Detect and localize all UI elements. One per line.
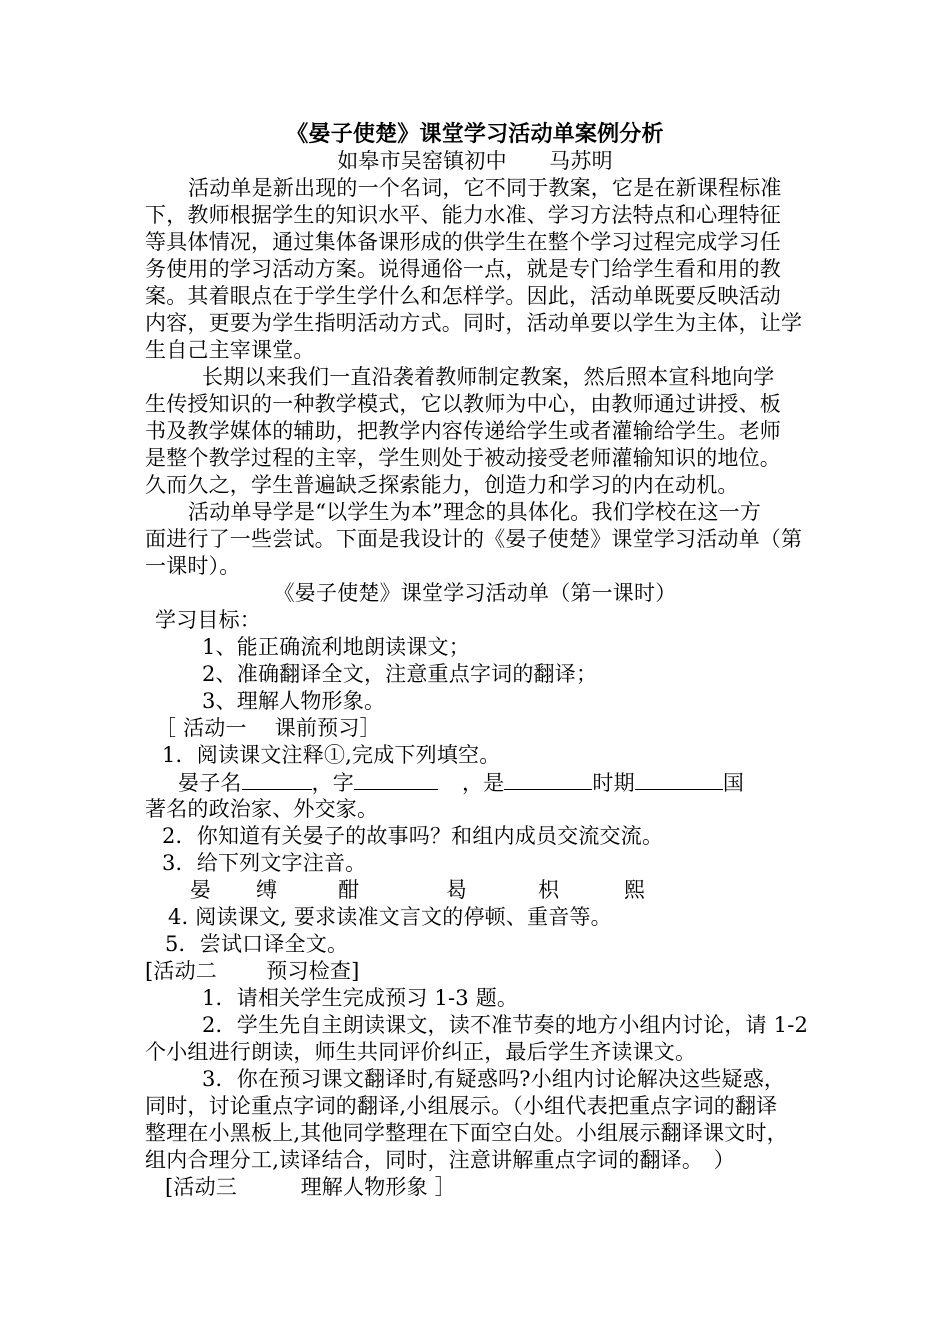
activity2-item-3-line-4: 组内合理分工,读译结合，同时，注意讲解重点字词的翻译。 ） [145, 1148, 735, 1172]
para2-line-4: 是整个教学过程的主宰，学生则处于被动接受老师灌输知识的地位。 [145, 446, 781, 470]
para2-line-2: 生传授知识的一种教学模式，它以教师为中心，由教师通过讲授、板 [145, 392, 781, 416]
blank-courtesy-name[interactable] [354, 769, 438, 790]
pinyin-char: 熙 [624, 878, 646, 902]
fill-prompt-4: 时期 [592, 771, 635, 795]
goal-item-1: 1、能正确流利地朗读课文； [202, 635, 470, 659]
intro-line-2: 下，教师根据学生的知识水平、能力水准、学习方法特点和心理特征 [145, 203, 781, 227]
para3-line-3: 一课时）。 [145, 554, 241, 578]
activity1-item-4: 4. 阅读课文, 要求读准文言文的停顿、重音等。 [168, 905, 612, 929]
fill-prompt-3: ，是 [462, 771, 505, 795]
activity2-item-3-line-2: 同时，讨论重点字词的翻译,小组展示。（小组代表把重点字词的翻译 [145, 1094, 778, 1118]
page-title: 《晏子使楚》课堂学习活动单案例分析 [286, 122, 664, 147]
fill-prompt-2: ，字 [311, 771, 355, 795]
goal-item-3: 3、理解人物形象。 [202, 689, 386, 713]
activity1-item-5: 5．尝试口译全文。 [165, 932, 349, 956]
fill-blank-line [178, 769, 878, 796]
author-byline: 如皋市吴窑镇初中 马苏明 [337, 149, 613, 173]
pinyin-char: 缚 [256, 878, 278, 902]
para2-line-3: 书及教学媒体的辅助，把教学内容传递给学生或者灌输给学生。老师 [145, 419, 781, 443]
activity1-item-2: 2．你知道有关晏子的故事吗？和组内成员交流交流。 [162, 824, 664, 848]
para3-line-1: 活动单导学是“以学生为本”理念的具体化。我们学校在这一方 [188, 500, 762, 524]
pinyin-char-row [0, 877, 950, 904]
activity2-item-2-line-1: 2．学生先自主朗读课文，读不准节奏的地方小组内讨论，请 1-2 [202, 1013, 809, 1037]
activity2-item-2-line-2: 个小组进行朗读，师生共同评价纠正，最后学生齐读课文。 [145, 1040, 697, 1064]
intro-line-7: 生自己主宰课堂。 [145, 338, 315, 362]
intro-line-3: 等具体情况，通过集体备课形成的供学生在整个学习过程完成学习任 [145, 230, 781, 254]
pinyin-char: 酣 [338, 878, 360, 902]
fill-continuation: 著名的政治家、外交家。 [145, 797, 379, 821]
goal-item-2: 2、准确翻译全文，注意重点字词的翻译； [202, 662, 598, 686]
pinyin-char: 枳 [538, 878, 560, 902]
activity2-header: [活动二 预习检查] [145, 959, 360, 983]
activity3-header: [活动三 理解人物形象 ］ [165, 1175, 456, 1199]
intro-line-1: 活动单是新出现的一个名词，它不同于教案，它是在新课程标准 [188, 176, 782, 200]
pinyin-char: 曷 [446, 878, 468, 902]
activity1-item-1: 1．阅读课文注释①,完成下列填空。 [162, 743, 501, 767]
goals-label: 学习目标： [155, 608, 261, 632]
intro-line-5: 案。其着眼点在于学生学什么和怎样学。因此，活动单既要反映活动 [145, 284, 781, 308]
blank-era[interactable] [504, 769, 592, 790]
fill-prompt-5: 国 [722, 771, 745, 795]
intro-line-6: 内容，更要为学生指明活动方式。同时，活动单要以学生为主体，让学 [145, 311, 803, 335]
pinyin-char: 晏 [190, 878, 212, 902]
intro-line-4: 务使用的学习活动方案。说得通俗一点，就是专门给学生看和用的教 [145, 257, 781, 281]
activity1-item-3: 3．给下列文字注音。 [162, 851, 367, 875]
activity1-header: ［ 活动一 课前预习］ [155, 716, 381, 740]
para3-line-2: 面进行了一些尝试。下面是我设计的《晏子使楚》课堂学习活动单（第 [145, 527, 803, 551]
fill-prompt-1: 晏子名 [178, 771, 242, 795]
para2-line-5: 久而久之，学生普遍缺乏探索能力，创造力和学习的内在动机。 [145, 473, 739, 497]
blank-state[interactable] [635, 769, 723, 790]
para2-line-1: 长期以来我们一直沿袭着教师制定教案，然后照本宣科地向学 [202, 365, 775, 389]
activity2-item-3-line-1: 3．你在预习课文翻译时,有疑惑吗?小组内讨论解决这些疑惑， [202, 1067, 786, 1091]
activity2-item-3-line-3: 整理在小黑板上,其他同学整理在下面空白处。小组展示翻译课文时， [145, 1121, 788, 1145]
activity2-item-1: 1．请相关学生完成预习 1-3 题。 [202, 986, 519, 1010]
blank-name[interactable] [242, 769, 312, 790]
sheet-title: 《晏子使楚》课堂学习活动单（第一课时） [273, 581, 677, 605]
